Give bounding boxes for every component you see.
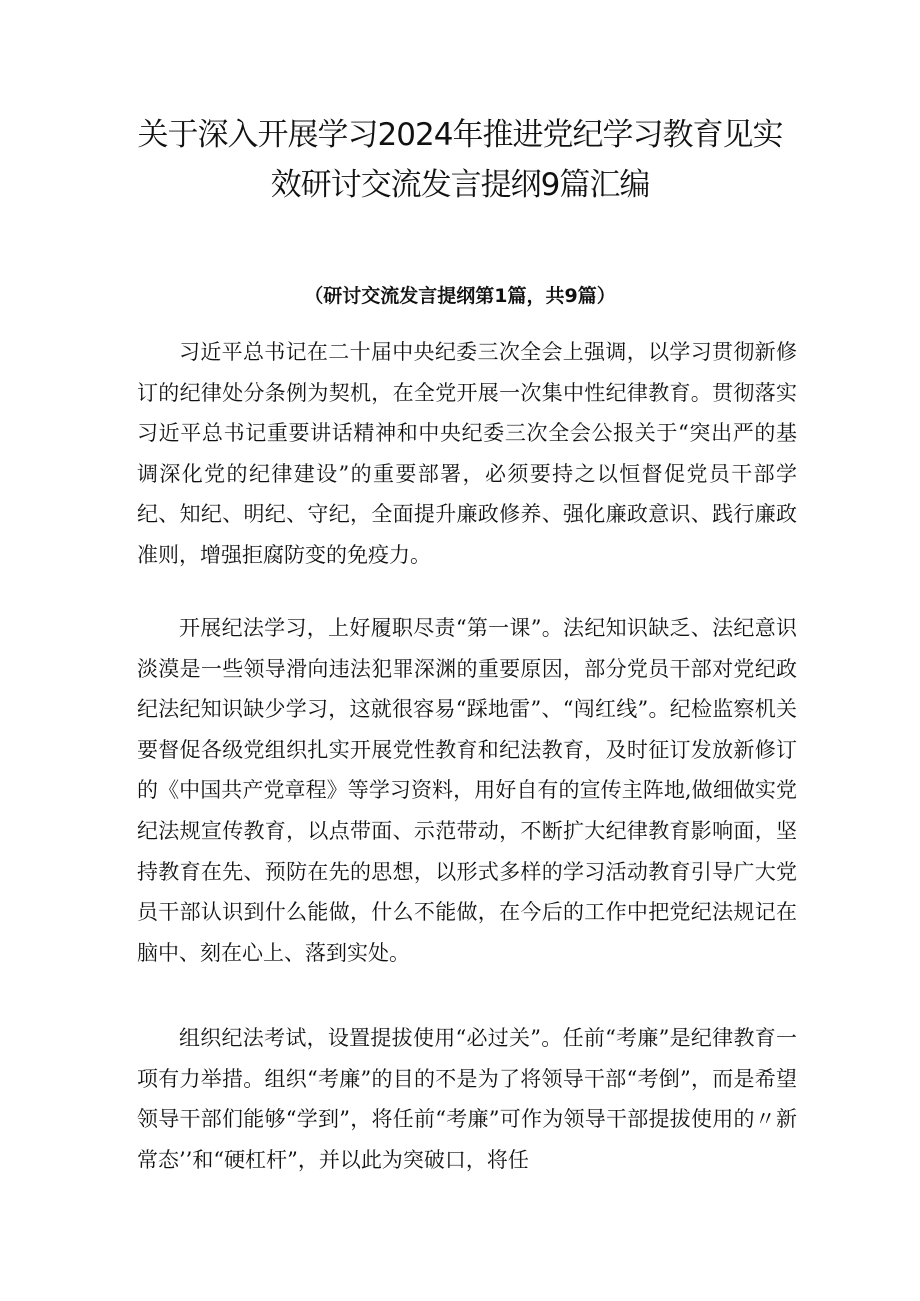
- paragraph-2: 开展纪法学习，上好履职尽责“第一课”。法纪知识缺乏、法纪意识淡漠是一些领导滑向违法犯罪深渊的重要原因，部分党员干部对党纪政纪法纪知识缺少学习，这就很容易“踩地雷”、“闯红线”。纪检监察机关要督促各级党组织扎实开展党性教育和纪法教育，及时征订发放新修订的《中国共产党章程》等学习资料，用好自有的宣传主阵地,做细做实党纪法规宣传教育，以点带面、示范带动，不断扩大纪律教育影响面，坚持教育在先、预防在先的思想，以形式多样的学习活动教育引导广大党员干部认识到什么能做，什么不能做，在今后的工作中把党纪法规记在脑中、刻在心上、落到实处。: [137, 616, 797, 965]
- title-line-1: 关于深入开展学习2024年推进党纪学习教育见实: [137, 117, 783, 153]
- document-subtitle: （研讨交流发言提纲第1篇，共9篇）: [304, 285, 616, 307]
- paragraph-3: 组织纪法考试，设置提拔使用“必过关”。任前“考廉”是纪律教育一项有力举措。组织“考廉”的目的不是为了将领导干部“考倒”，而是希望领导干部们能够“学到”，将任前“考廉”可作为领导干部提拔使用的〃新常态’’和“硬杠杆”，并以此为突破口，将任: [137, 1026, 797, 1172]
- paragraph-1: 习近平总书记在二十届中央纪委三次全会上强调，以学习贯彻新修订的纪律处分条例为契机，在全党开展一次集中性纪律教育。贯彻落实习近平总书记重要讲话精神和中央纪委三次全会公报关于“突出严的基调深化党的纪律建设”的重要部署，必须要持之以恒督促党员干部学纪、知纪、明纪、守纪，全面提升廉政修养、强化廉政意识、践行廉政准则，增强拒腐防变的免疫力。: [137, 340, 797, 567]
- title-line-2: 效研讨交流发言提纲9篇汇编: [270, 167, 650, 203]
- document-title: [130, 110, 790, 210]
